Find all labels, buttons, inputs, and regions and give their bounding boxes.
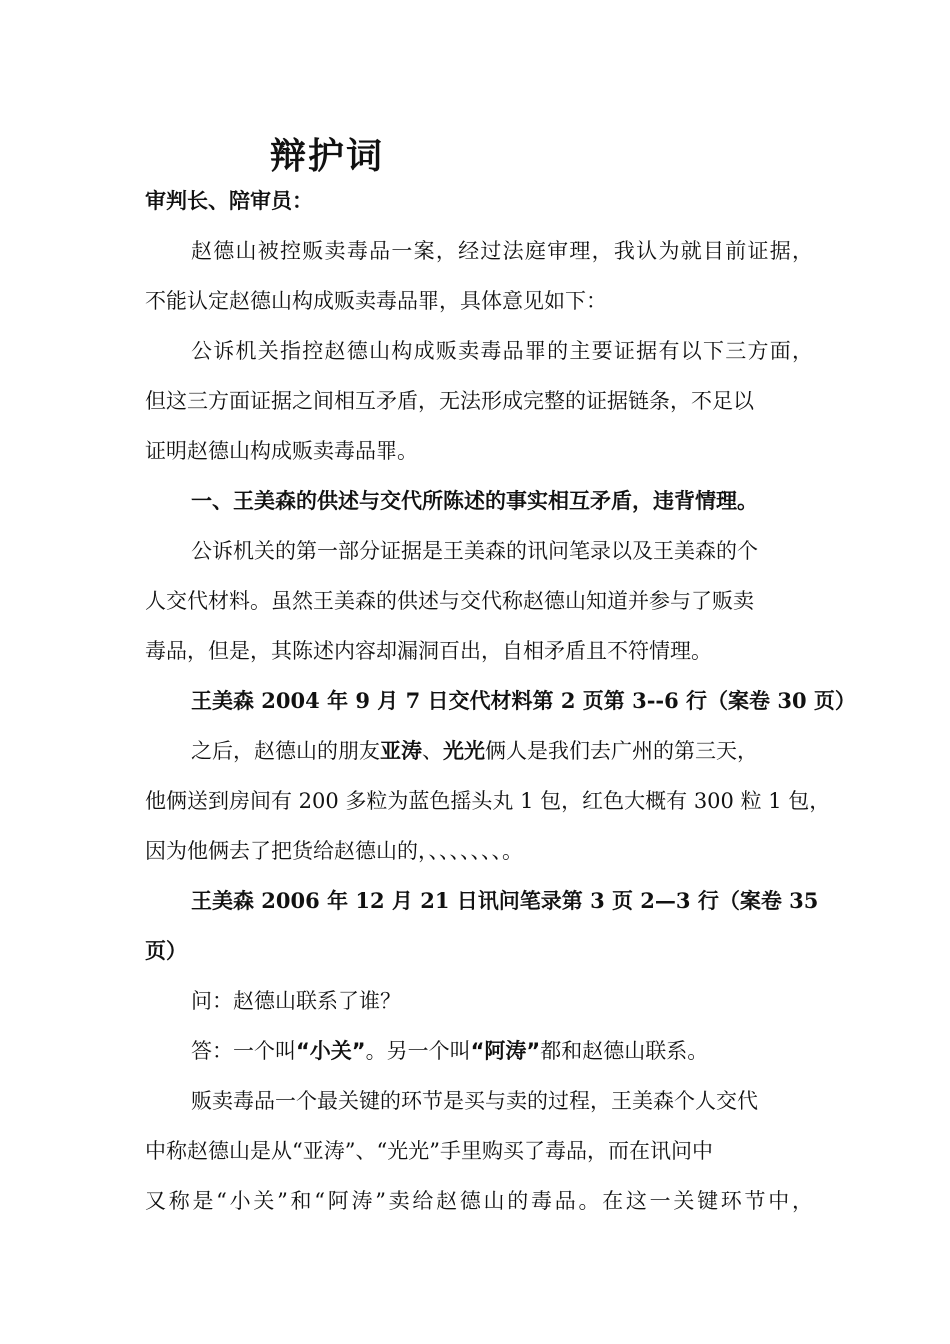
name-atao: “阿涛”	[470, 1039, 541, 1063]
paragraph-1-line-2: 不能认定赵德山构成贩卖毒品罪，具体意见如下：	[145, 289, 607, 313]
paragraph-2-line-3: 证明赵德山构成贩卖毒品罪。	[145, 439, 418, 463]
citation-2-line-2: 页）	[145, 938, 187, 963]
paragraph-1-line-1: 赵德山被控贩卖毒品一案，经过法庭审理，我认为就目前证据，	[191, 239, 813, 263]
quote-1-line-2: 他俩送到房间有 200 多粒为蓝色摇头丸 1 包，红色大概有 300 粒 1 包，	[145, 789, 831, 813]
paragraph-4-line-3: 又称是“小关”和“阿涛”卖给赵德山的毒品。在这一关键环节中，	[145, 1189, 813, 1213]
name-xiaoguan: “小关”	[296, 1039, 366, 1063]
answer-text-a: 答：一个叫	[191, 1039, 296, 1063]
paragraph-4-line-1: 贩卖毒品一个最关键的环节是买与卖的过程，王美森个人交代	[191, 1089, 758, 1113]
answer-text-b: 。另一个叫	[365, 1039, 471, 1063]
document-title: 辩护词	[270, 136, 385, 177]
paragraph-2-line-1: 公诉机关指控赵德山构成贩卖毒品罪的主要证据有以下三方面，	[191, 339, 813, 363]
answer-text-c: 都和赵德山联系。	[540, 1039, 709, 1063]
citation-1: 王美森 2004 年 9 月 7 日交代材料第 2 页第 3--6 行（案卷 30 页）	[191, 688, 856, 713]
name-yatao: 亚涛	[380, 739, 422, 763]
quote-1-line-3: 因为他俩去了把货给赵德山的，、、、、、、、。	[145, 839, 523, 863]
quote-1-separator: 、	[422, 739, 443, 763]
citation-2-line-1: 王美森 2006 年 12 月 21 日讯问笔录第 3 页 2—3 行（案卷 35	[191, 888, 819, 913]
name-guangguang: 光光	[443, 739, 485, 763]
section-heading-1: 一、王美森的供述与交代所陈述的事实相互矛盾，违背情理。	[191, 489, 758, 513]
answer-line	[191, 1036, 708, 1066]
paragraph-4-line-2: 中称赵德山是从“亚涛”、“光光”手里购买了毒品，而在讯问中	[145, 1139, 713, 1163]
paragraph-3-line-2: 人交代材料。虽然王美森的供述与交代称赵德山知道并参与了贩卖	[145, 589, 754, 613]
paragraph-3-line-1: 公诉机关的第一部分证据是王美森的讯问笔录以及王美森的个	[191, 539, 758, 563]
quote-1-text-b: 俩人是我们去广州的第三天，	[485, 739, 758, 763]
quote-1-text-a: 之后，赵德山的朋友	[191, 739, 380, 763]
quote-1-line-1	[191, 736, 758, 766]
question-line: 问：赵德山联系了谁？	[191, 989, 401, 1013]
paragraph-3-line-3: 毒品，但是，其陈述内容却漏洞百出，自相矛盾且不符情理。	[145, 639, 712, 663]
paragraph-2-line-2: 但这三方面证据之间相互矛盾，无法形成完整的证据链条，不足以	[145, 389, 754, 413]
salutation: 审判长、陪审员：	[145, 189, 313, 213]
